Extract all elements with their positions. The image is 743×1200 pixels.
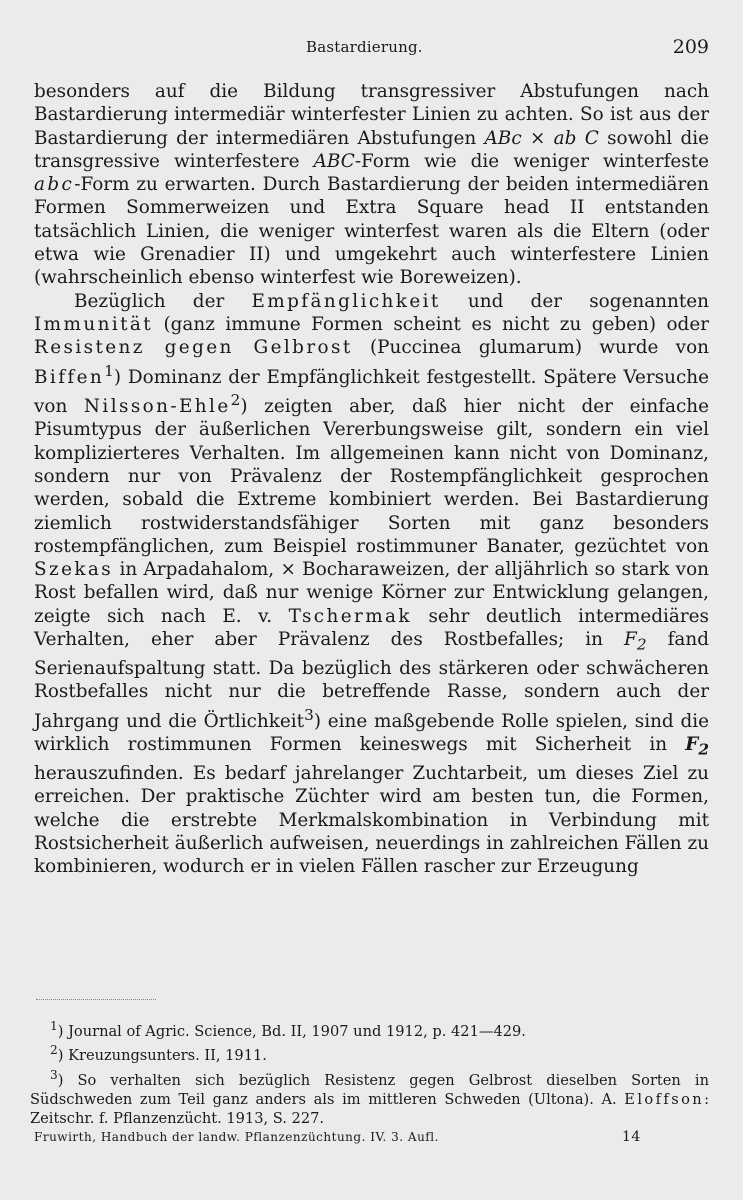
term-empfaenglichkeit: Empfänglichkeit: [251, 290, 441, 312]
signature-mark: 14: [622, 1129, 641, 1145]
page-footer: [34, 1130, 709, 1150]
term-immunitaet: Immunität: [34, 313, 154, 335]
footnote-3: $^3$) So verhalten sich bezüglich Resistenz gegen Gelbrost dieselben Sorten in Südschweden zum Teil ganz anders als im mittleren Schweden (Ultona). A. Eloffson: Zeitschr. f. Pflanzenzücht. 1913, S. 227.: [30, 1067, 709, 1128]
page-number: 209: [672, 36, 709, 58]
footer-book-title: Fruwirth, Handbuch der landw. Pflanzenzüchtung. IV. 3. Aufl.: [34, 1130, 439, 1144]
footnote-ref-1: 1: [104, 361, 114, 380]
author-biffen: Biffen: [34, 366, 105, 388]
footnote-ref-2: 2: [230, 390, 241, 409]
footnote-1: $^1$) Journal of Agric. Science, Bd. II, 1907 und 1912, p. 421—429.: [50, 1019, 526, 1040]
running-head: [36, 38, 709, 62]
formula-abc-form: ABC: [313, 150, 355, 172]
footnote-ref-3: 3: [304, 705, 314, 724]
author-nilsson-ehle: Nilsson-Ehle: [83, 396, 231, 418]
symbol-f2-bold: $F_2$: [685, 734, 709, 759]
running-title: Bastardierung.: [306, 38, 423, 56]
footnote-rule: [36, 999, 156, 1000]
formula-abc-cross: ABc × ab C: [484, 127, 599, 149]
paragraph-winterfestigkeit: besonders auf die Bildung transgressiver Abstufungen nach Bastardierung intermediär winterfester Linien zu achten. So ist aus der Bastardierung der intermediären Abstufungen ABc × ab C sowohl die transgressive winterfestere ABC-Form wie die weniger winterfeste abc-Form zu erwarten. Durch Bastardierung der beiden intermediären Formen Sommerweizen und Extra Square head II entstanden tatsächlich Linien, die weniger winterfest waren als die Eltern (oder etwa wie Grenadier II) und umgekehrt auch winterfestere Linien (wahrscheinlich ebenso winterfest wie Boreweizen).: [34, 81, 709, 289]
term-resistenz: Resistenz gegen Gelbrost: [34, 337, 353, 359]
formula-abc-lower: abc: [34, 174, 75, 196]
footnote-2: $^2$) Kreuzungsunters. II, 1911.: [50, 1043, 267, 1065]
author-eloffson: Eloffson: [624, 1090, 705, 1108]
body-text: [34, 80, 709, 879]
name-szekas: Szekas: [34, 559, 114, 581]
footnotes: [30, 1017, 709, 1129]
paragraph-rostresistenz: Bezüglich der Empfänglichkeit und der sogenannten Immunität (ganz immune Formen scheint es nicht zu geben) oder Resistenz gegen Gelbrost (Puccinea glumarum) wurde von Biffen$^1$) Dominanz der Empfänglichkeit festgestellt. Spätere Versuche von Nilsson-Ehle$^2$) zeigten aber, daß hier nicht der einfache Pisumtypus der äußerlichen Vererbungsweise gilt, sondern ein viel komplizierteres Verhalten. Im allgemeinen kann nicht von Dominanz, sondern nur von Prävalenz der Rostempfänglichkeit gesprochen werden, sobald die Extreme kombiniert werden. Bei Bastardierung ziemlich rostwiderstandsfähiger Sorten mit ganz besonders rostempfänglichen, zum Beispiel rostimmuner Banater, gezüchtet von Szekas in Arpadahalom, × Bocharaweizen, der alljährlich so stark von Rost befallen wird, daß nur wenige Körner zur Entwicklung gelangen, zeigte sich nach E. v. Tschermak sehr deutlich intermediäres Verhalten, eher aber Prävalenz des Rostbefalles; in $F_2$ fand Serienaufspaltung statt. Da bezüglich des stärkeren oder schwächeren Rostbefalles nicht nur die betreffende Rasse, sondern auch der Jahrgang und die Örtlichkeit$^3$) eine maßgebende Rolle spielen, sind die wirklich rostimmunen Formen keineswegs mit Sicherheit in $F_2$ herauszufinden. Es bedarf jahrelanger Zuchtarbeit, um dieses Ziel zu erreichen. Der praktische Züchter wird am besten tun, die Formen, welche die erstrebte Merkmalskombination in Verbindung mit Rostsicherheit äußerlich aufweisen, neuerdings in zahlreichen Fällen zu kombinieren, wodurch er in vielen Fällen rascher zur Erzeugung: [34, 290, 710, 878]
symbol-f2: $F_2$: [624, 629, 647, 654]
author-tschermak: Tschermak: [288, 605, 412, 627]
